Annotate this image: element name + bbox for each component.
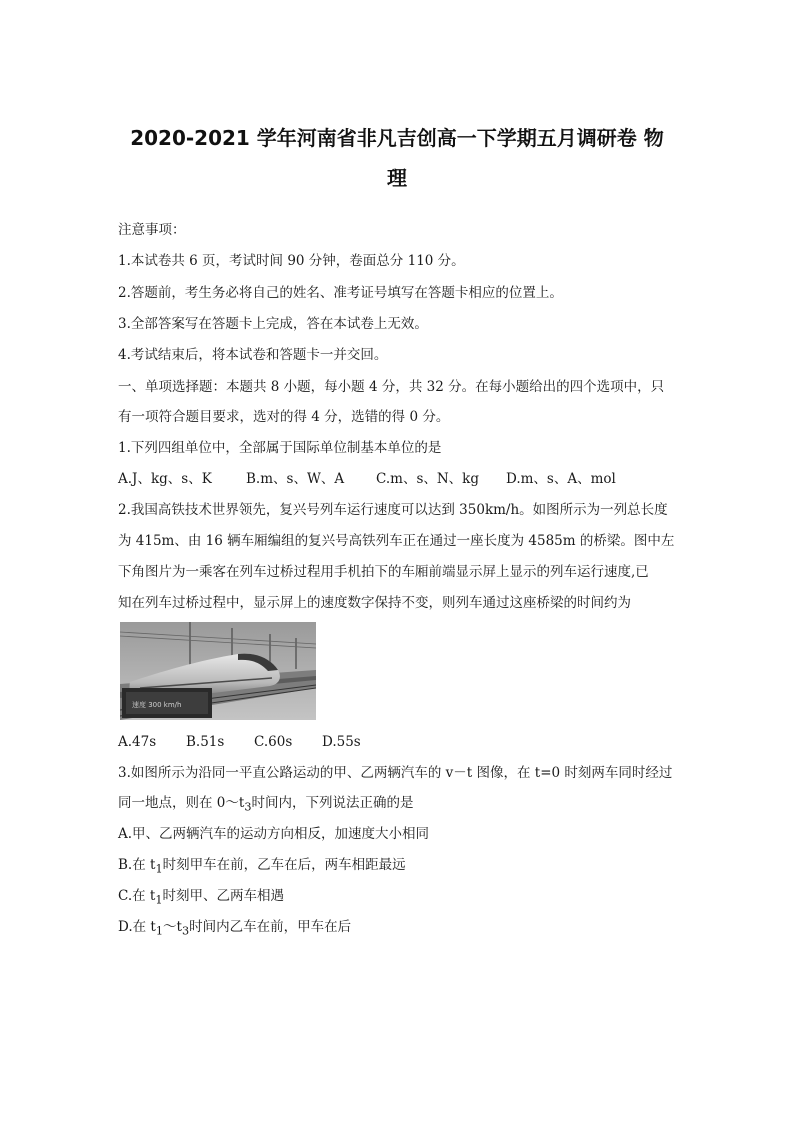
q3-option-b: B.在 $t_1$时刻甲车在前，乙车在后，两车相距最远 (118, 857, 406, 876)
q1-stem: 1.下列四组单位中，全部属于国际单位制基本单位的是 (118, 440, 442, 456)
title-line-1: 2020-2021 学年河南省非凡吉创高一下学期五月调研卷 物 (130, 126, 664, 150)
q3-option-a: A.甲、乙两辆汽车的运动方向相反，加速度大小相同 (118, 826, 430, 842)
q2-options (118, 732, 361, 752)
train-photo (120, 622, 316, 720)
q2-option-d: D.55s (322, 734, 361, 750)
q1-option-c: C.m、s、N、kg (376, 471, 480, 487)
q3-option-d: D.在 $t_1\sim t_3$时间内乙车在前，甲车在后 (118, 919, 352, 938)
q2-stem-line-4: 知在列车过桥过程中，显示屏上的速度数字保持不变，则列车通过这座桥梁的时间约为 (118, 595, 631, 611)
speed-display-text: 速度 300 km/h (132, 701, 182, 709)
exam-title (110, 118, 684, 198)
q2-stem-line-3: 下角图片为一乘客在列车过桥过程用手机拍下的车厢前端显示屏上显示的列车运行速度,已 (118, 564, 649, 580)
q3-stem-line-1: 3.如图所示为沿同一平直公路运动的甲、乙两辆汽车的 v－t 图像，在 t=0 时刻两车同时经过 (118, 765, 673, 781)
train-photo-illustration (120, 622, 316, 720)
q3-option-c: C.在 $t_1$时刻甲、乙两车相遇 (118, 888, 285, 907)
notice-heading: 注意事项： (118, 222, 186, 238)
section-instruction-line-2: 有一项符合题目要求，选对的得 4 分，选错的得 0 分。 (118, 409, 450, 425)
q1-option-b: B.m、s、W、A (246, 471, 345, 487)
q3-stem-line-2: 同一地点，则在 $0\sim t_3$时间内，下列说法正确的是 (118, 795, 414, 814)
notice-item-2: 2.答题前，考生务必将自己的姓名、准考证号填写在答题卡相应的位置上。 (118, 285, 563, 301)
q1-options (118, 469, 616, 489)
q2-stem-line-1: 2.我国高铁技术世界领先，复兴号列车运行速度可以达到 350km/h。如图所示为一列总长度 (118, 502, 668, 518)
notice-item-1: 1.本试卷共 6 页，考试时间 90 分钟，卷面总分 110 分。 (118, 253, 465, 269)
section-instruction-line-1: 一、单项选择题：本题共 8 小题，每小题 4 分，共 32 分。在每小题给出的四个选项中，只 (118, 379, 665, 395)
q2-stem-line-2: 为 415m、由 16 辆车厢编组的复兴号高铁列车正在通过一座长度为 4585m 的桥梁。图中左 (118, 533, 675, 549)
notice-item-4: 4.考试结束后，将本试卷和答题卡一并交回。 (118, 347, 388, 363)
q2-option-c: C.60s (254, 734, 293, 750)
q2-option-b: B.51s (186, 734, 225, 750)
notice-item-3: 3.全部答案写在答题卡上完成，答在本试卷上无效。 (118, 316, 428, 332)
q1-option-a: A.J、kg、s、K (118, 471, 212, 487)
title-line-2: 理 (387, 166, 407, 190)
q1-option-d: D.m、s、A、mol (506, 471, 616, 487)
q2-option-a: A.47s (118, 734, 157, 750)
